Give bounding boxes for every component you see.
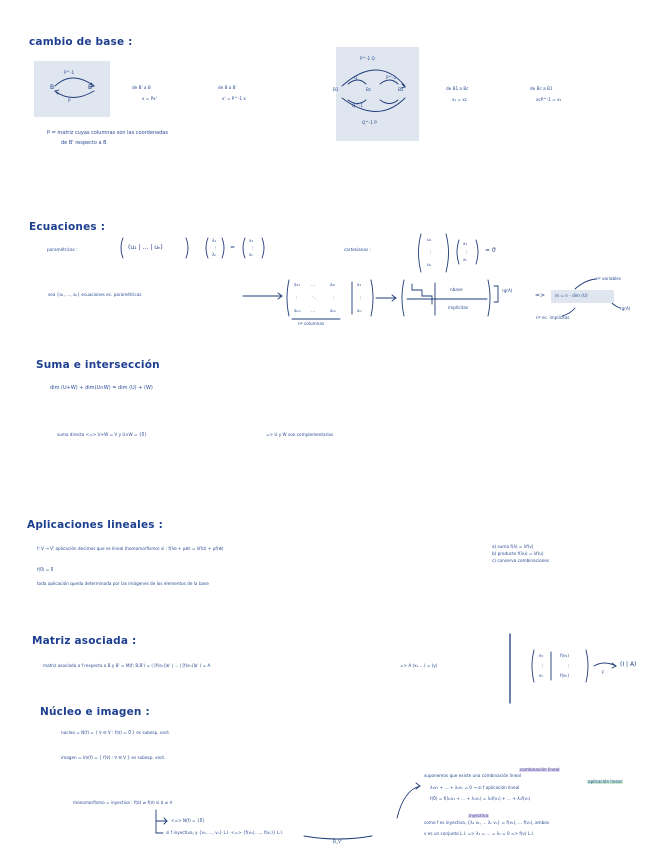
- implies-arrow: =>: [535, 292, 546, 299]
- diagram2-node-b1: B1: [333, 87, 339, 92]
- matrix-cell: a₁₁: [294, 282, 300, 287]
- cartesian-u-n: uₙ: [427, 262, 432, 267]
- proof-line-2: λ₁v₁ + … + λₙvₙ = 0 → si f aplicación lineal: [430, 785, 520, 790]
- change-eq1-line1: de B' a B: [132, 85, 151, 90]
- associated-matrix-definition: matriz asociada a f respecto a B y B' = M(f; B,B') = ( [f(e₁)]ʙ' | … | [f(eₙ)]ʙ' ) = A: [43, 663, 211, 668]
- heading-cambio-de-base: cambio de base :: [29, 36, 133, 48]
- diagram2-node-bc: Bc: [366, 87, 372, 92]
- rank-matrix-bottom: implícitas: [448, 305, 469, 310]
- diagram2-pinv-label: P^-1: [386, 75, 397, 80]
- direct-sum-definition: suma directa <=> U+W = V y U∩W = {0⃗}: [57, 432, 147, 437]
- injective-li-statement: si f inyectiva, y {v₁, …, vₙ} L.I. <=> {f(v₁), …, f(vₙ)} L.I.: [166, 830, 284, 835]
- annotation-implicit: nº ec. implícitas: [536, 315, 570, 320]
- change-eq4-line1: de Bc a B1: [530, 86, 553, 91]
- matrix-cell: aₘₗ: [330, 308, 336, 313]
- diagram2-qinv-label: Q^-1: [352, 103, 363, 108]
- matrix-cell: ⋱: [312, 295, 317, 300]
- heading-aplicaciones-lineales: Aplicaciones lineales :: [27, 519, 163, 531]
- matrix-cell: aₘ₁: [294, 308, 301, 313]
- heading-ecuaciones: Ecuaciones :: [29, 221, 106, 233]
- parametric-x-dots: ⋮: [250, 245, 255, 250]
- property-c: c) conserva combinaciones: [492, 558, 550, 563]
- matrix-cell: a₁ₗ: [330, 282, 335, 287]
- dim-formula: m = n - dim (U): [555, 293, 588, 298]
- rank-matrix-top: nbase: [450, 287, 463, 292]
- rank-label: rg(A): [502, 288, 513, 293]
- cartesian-u-dots: ⋮: [428, 249, 433, 254]
- linear-map-definition: f: V → V' aplicación decimos que es lineal (homomorfismo) si : f(λu⃗ + μw⃗) = λf(u⃗) + μf(w⃗): [37, 546, 224, 551]
- highlight-inyectiva: inyectiva: [469, 813, 489, 818]
- parametric-lambda-1: λ₁: [212, 238, 217, 243]
- f-zero: f(0⃗) = 0⃗: [37, 567, 54, 572]
- right-matrix-result: (I | A): [620, 661, 637, 668]
- cartesian-equals-zero: = 0⃗: [485, 247, 496, 254]
- parametric-equals: =: [230, 244, 236, 251]
- sea-line: sea {a₁, …, aₙ} ecuaciones ec. paramétricas: [48, 292, 142, 297]
- parametric-matrix: (u₁ | … | uₙ): [128, 244, 163, 251]
- matrix-cell: ∶: [333, 295, 335, 300]
- right-matrix-e1: e₁: [539, 653, 544, 658]
- proof-line-1: suponemos que existe una combinación lineal: [424, 773, 522, 778]
- matrix-rhs: x₁: [357, 282, 362, 287]
- change-eq1-line2: x = Px': [142, 96, 157, 101]
- diagram2-node-b2: B2: [398, 87, 404, 92]
- parametric-lambda-dots: ⋮: [213, 245, 218, 250]
- basis-determines-map: toda aplicación queda determinada por las imágenes de los elementos de la base: [37, 581, 209, 586]
- diagram2-top-label: P^-1 Q: [360, 56, 375, 61]
- change-eq4-line2: xcP^-1 = x₁: [536, 97, 562, 102]
- complementary-note: => U y W son complementarios: [266, 432, 334, 437]
- diagram1-left-node: B: [50, 84, 55, 91]
- right-matrix-dots: ⋮: [540, 663, 545, 668]
- annotation-variables: nº variables: [596, 276, 622, 281]
- associated-matrix-result: => A (x₁ …) = (y): [400, 663, 438, 668]
- diagram1-bottom-label: P: [68, 98, 71, 103]
- heading-matriz-asociada: Matriz asociada :: [32, 635, 137, 647]
- matrix-cell: …: [311, 282, 316, 287]
- change-eq2-line1: de B a B': [218, 85, 237, 90]
- image-definition: imagen = Im(f) = { f(v⃗) : v⃗ ∈ V } es subesp. vect.: [61, 755, 166, 760]
- matrix-rhs: xₘ: [357, 308, 363, 313]
- columns-label: nº columnas: [298, 321, 325, 326]
- parametric-x-1: x₁: [249, 238, 254, 243]
- kernel-trivial-iff: <=> N(f) = {0⃗}: [171, 818, 205, 823]
- arrow-arc-bottom: [55, 91, 94, 98]
- proof-line-3: f(0⃗) = f(λ₁v₁ + … + λₙvₙ) = λ₁f(v₁) + … + λₙf(vₙ): [430, 796, 531, 801]
- diagram1-top-label: P^-1: [64, 70, 75, 75]
- highlight-combinacion-lineal: combinación lineal: [520, 767, 560, 772]
- matrix-cell: …: [311, 308, 316, 313]
- cartesian-u-1: u₁: [427, 237, 432, 242]
- right-arrow-label: F: [602, 670, 605, 675]
- proof-line-5: v es un conjunto L.I. => λ₁ = … = λₙ = 0 => f(v) L.I.: [424, 831, 535, 836]
- right-matrix-fe1: f(e₁): [560, 653, 569, 658]
- diagram2-bottom-label: Q^-1 P: [362, 120, 377, 125]
- change-eq3-line2: x₁ = xc: [452, 97, 468, 102]
- right-matrix-en: eₙ: [539, 673, 544, 678]
- heading-suma-interseccion: Suma e intersección: [36, 359, 160, 371]
- basis-subscript: B_V': [333, 839, 342, 844]
- cartesian-x-1: x₁: [463, 241, 468, 246]
- parametric-lambda-n: λₙ: [212, 252, 217, 257]
- note-p-matrix-line1: P = matriz cuyas columnas son las coordenadas: [47, 130, 168, 136]
- change-eq3-line1: de B1 a Bc: [446, 86, 469, 91]
- kernel-definition: núcleo = N(f) = { v⃗ ∈ V : f(v⃗) = 0⃗ } es subesp. vect.: [61, 730, 171, 735]
- cartesian-label: cartesianas :: [344, 247, 371, 252]
- annotation-rank: rg(A): [620, 306, 631, 311]
- heading-nucleo-imagen: Núcleo e imagen :: [40, 706, 150, 718]
- proof-line-4: como f es inyectiva, {λ₁ v₁, … λₙ vₙ} = f(v₁), … f(vₙ), ambos: [424, 820, 550, 825]
- diagram1-right-node: B': [88, 84, 94, 91]
- right-matrix-fen: f(eₙ): [560, 673, 569, 678]
- note-p-matrix-line2: de B' respecto a B: [61, 140, 107, 146]
- right-matrix-fdots: ⋮: [566, 663, 571, 668]
- matrix-cell: ∶: [296, 295, 298, 300]
- cartesian-x-dots: ⋮: [464, 249, 469, 254]
- change-eq2-line2: x' = P^-1 x: [222, 96, 246, 101]
- monomorphism-definition: monomorfismo = inyectiva : f(u⃗) ≠ f(v⃗) si u⃗ ≠ v⃗: [73, 800, 173, 805]
- parametric-label: paramétricas :: [47, 247, 78, 252]
- diagram2-q-label: Q: [354, 75, 358, 80]
- cartesian-x-n: xₙ: [463, 257, 468, 262]
- highlight-aplicacion-lineal: aplicación lineal: [588, 779, 622, 784]
- property-b: b) producto f(λu) = λf(u): [492, 551, 544, 556]
- property-a: a) suma f(λ) = λf(v): [492, 544, 534, 549]
- matrix-rhs: ⋮: [358, 295, 363, 300]
- parametric-x-n: xₙ: [249, 252, 254, 257]
- dimension-formula: dim (U+W) + dim(U∩W) = dim (U) + (W): [50, 385, 153, 391]
